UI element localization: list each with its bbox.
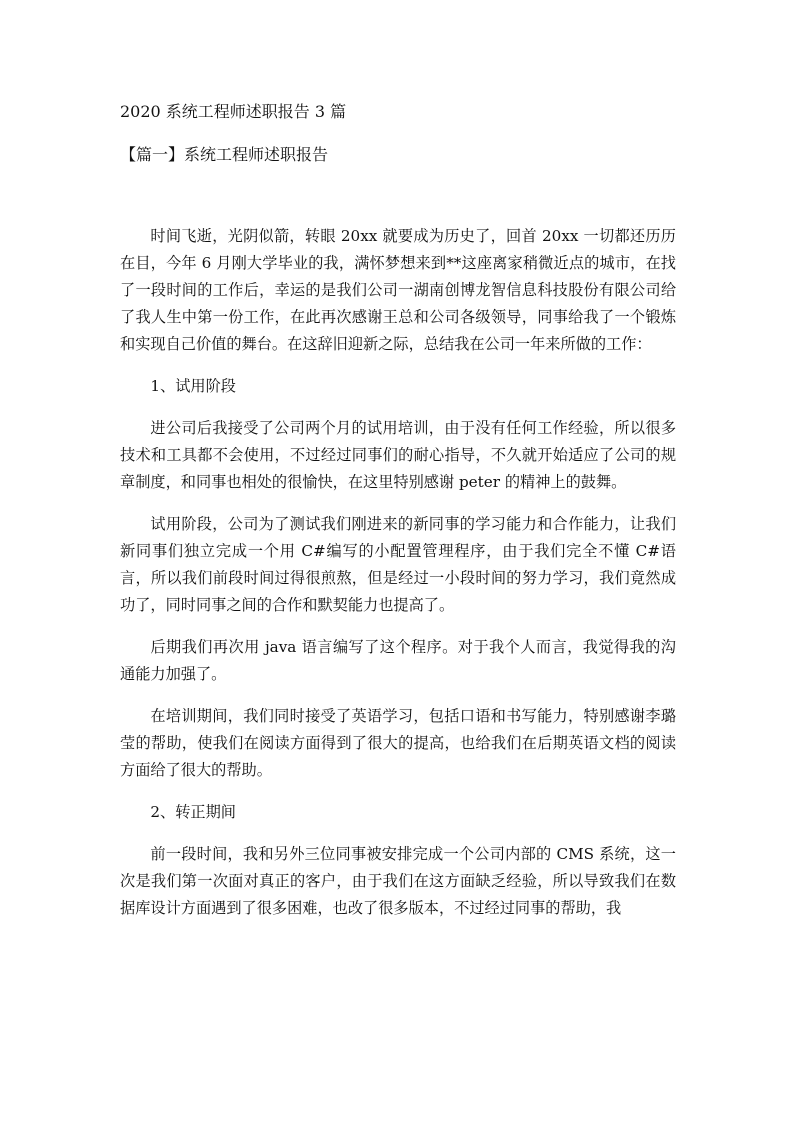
section-title: 【篇一】系统工程师述职报告 xyxy=(120,145,329,164)
paragraph-training: 进公司后我接受了公司两个月的试用培训，由于没有任何工作经验，所以很多技术和工具都不会使用，不过经过同事们的耐心指导，不久就开始适应了公司的规章制度，和同事也相处的很愉快，在这里特别感谢 peter 的精神上的鼓舞。 xyxy=(120,419,676,491)
paragraph-cms-project: 前一段时间，我和另外三位同事被安排完成一个公司内部的 CMS 系统，这一次是我们第一次面对真正的客户，由于我们在这方面缺乏经验，所以导致我们在数据库设计方面遇到了很多困难，也改了很多版本，不过经过同事的帮助，我 xyxy=(120,845,676,917)
document-body xyxy=(120,223,676,937)
paragraph-english-training: 在培训期间，我们同时接受了英语学习，包括口语和书写能力，特别感谢李璐莹的帮助，使我们在阅读方面得到了很大的提高，也给我们在后期英语文档的阅读方面给了很大的帮助。 xyxy=(120,707,676,779)
subheading-regularization: 2、转正期间 xyxy=(150,803,236,821)
document-title: 2020 系统工程师述职报告 3 篇 xyxy=(120,102,347,121)
subheading-probation: 1、试用阶段 xyxy=(150,377,236,395)
paragraph-intro: 时间飞逝，光阴似箭，转眼 20xx 就要成为历史了，回首 20xx 一切都还历历在目，今年 6 月刚大学毕业的我，满怀梦想来到**这座离家稍微近点的城市，在找了一段时间的工作后，幸运的是我们公司一湖南创博龙智信息科技股份有限公司给了我人生中第一份工作，在此再次感谢王总和公司各级领导，同事给我了一个锻炼和实现自己价值的舞台。在这辞旧迎新之际，总结我在公司一年来所做的工作： xyxy=(120,227,676,353)
paragraph-java-rewrite: 后期我们再次用 java 语言编写了这个程序。对于我个人而言，我觉得我的沟通能力加强了。 xyxy=(120,638,676,683)
paragraph-csharp-project: 试用阶段，公司为了测试我们刚进来的新同事的学习能力和合作能力，让我们新同事们独立完成一个用 C#编写的小配置管理程序，由于我们完全不懂 C#语言，所以我们前段时间过得很煎熬，但是经过一小段时间的努力学习，我们竟然成功了，同时同事之间的合作和默契能力也提高了。 xyxy=(120,515,676,614)
